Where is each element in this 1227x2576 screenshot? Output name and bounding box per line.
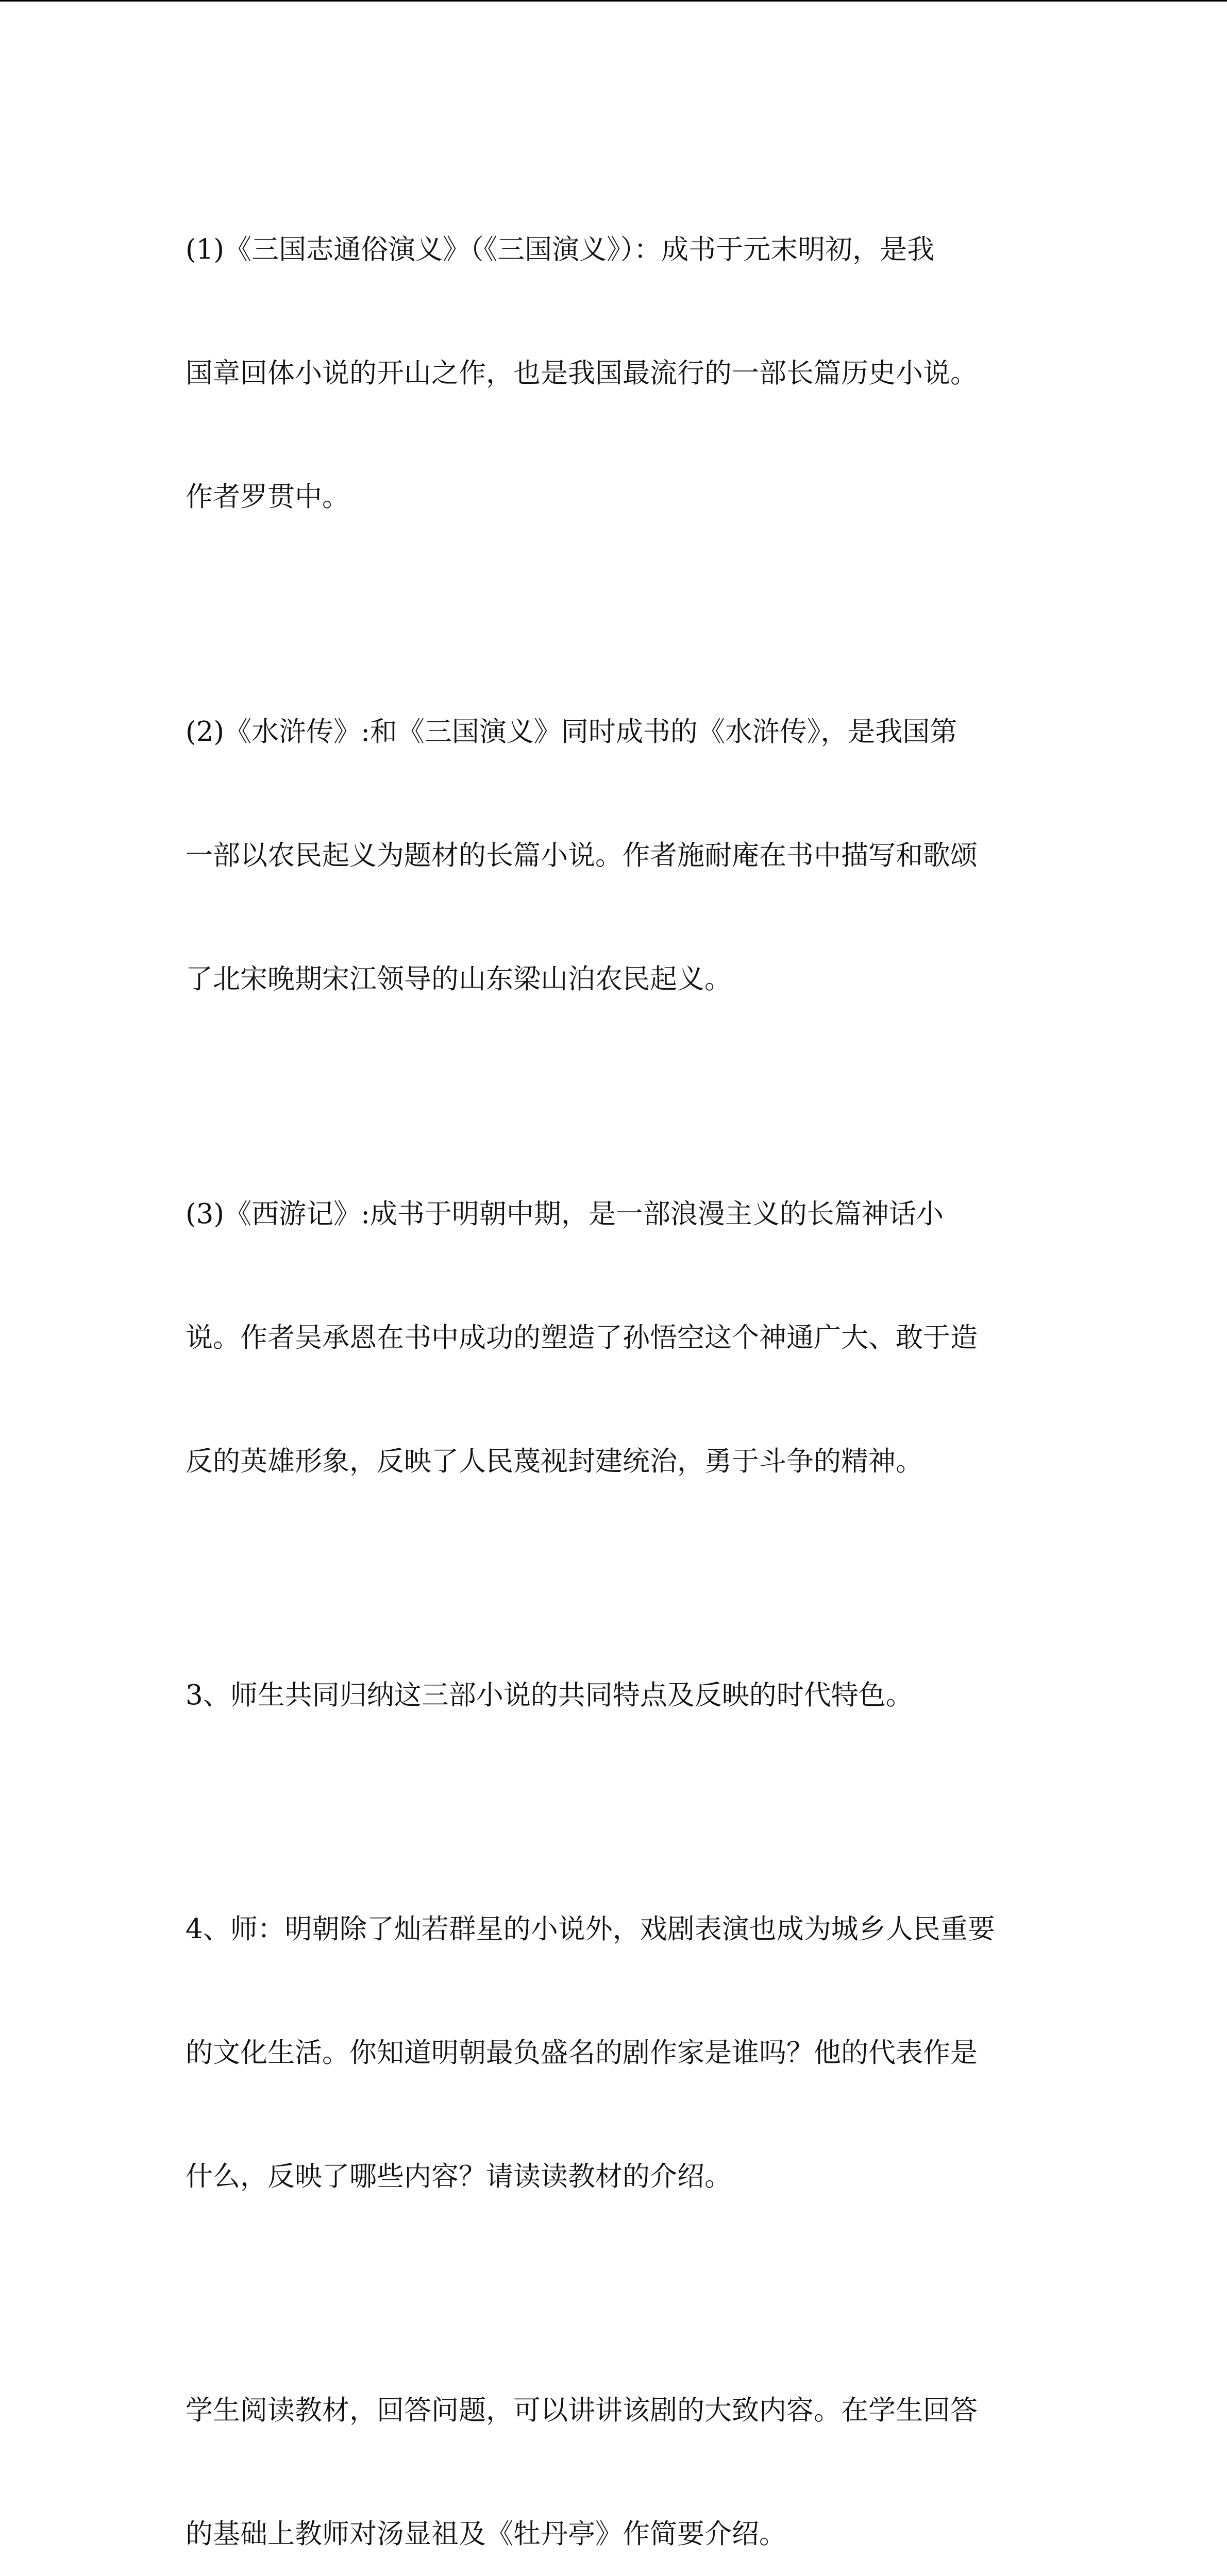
text-line: 作者罗贯中。 [186, 481, 349, 513]
text-line: 什么，反映了哪些内容？请读读教材的介绍。 [186, 2161, 732, 2192]
text-line: 的文化生活。你知道明朝最负盛名的剧作家是谁吗？他的代表作是 [186, 2037, 978, 2069]
text-line: (1)《三国志通俗演义》（《三国演义》）：成书于元末明初，是我 [186, 234, 935, 265]
paragraph-student-reading [186, 2308, 1046, 2576]
page-top-border [0, 0, 1227, 2]
paragraph-xiyou [186, 1111, 1046, 1565]
document-body [186, 147, 1046, 2576]
text-line: 一部以农民起义为题材的长篇小说。作者施耐庵在书中描写和歌颂 [186, 840, 978, 871]
paragraph-sanguo [186, 147, 1046, 600]
text-line: 的基础上教师对汤显祖及《牡丹亭》作简要介绍。 [186, 2518, 786, 2550]
text-line: (2)《水浒传》:和《三国演义》同时成书的《水浒传》，是我国第 [186, 716, 957, 748]
text-line: 3、师生共同归纳这三部小说的共同特点及反映的时代特色。 [186, 1680, 913, 1711]
text-line: 反的英雄形象，反映了人民蔑视封建统治，勇于斗争的精神。 [186, 1446, 923, 1477]
text-line: 说。作者吴承恩在书中成功的塑造了孙悟空这个神通广大、敢于造 [186, 1322, 978, 1353]
text-line: 了北宋晚期宋江领导的山东梁山泊农民起义。 [186, 963, 732, 995]
text-line: (3)《西游记》:成书于明朝中期，是一部浪漫主义的长篇神话小 [186, 1198, 944, 1230]
paragraph-summary-features [186, 1592, 1046, 1799]
text-line: 国章回体小说的开山之作，也是我国最流行的一部长篇历史小说。 [186, 358, 978, 389]
paragraph-shuihu [186, 629, 1046, 1082]
text-line: 学生阅读教材，回答问题，可以讲讲该剧的大致内容。在学生回答 [186, 2395, 978, 2426]
paragraph-drama [186, 1826, 1046, 2280]
text-line: 4、师：明朝除了灿若群星的小说外，戏剧表演也成为城乡人民重要 [186, 1913, 995, 1945]
